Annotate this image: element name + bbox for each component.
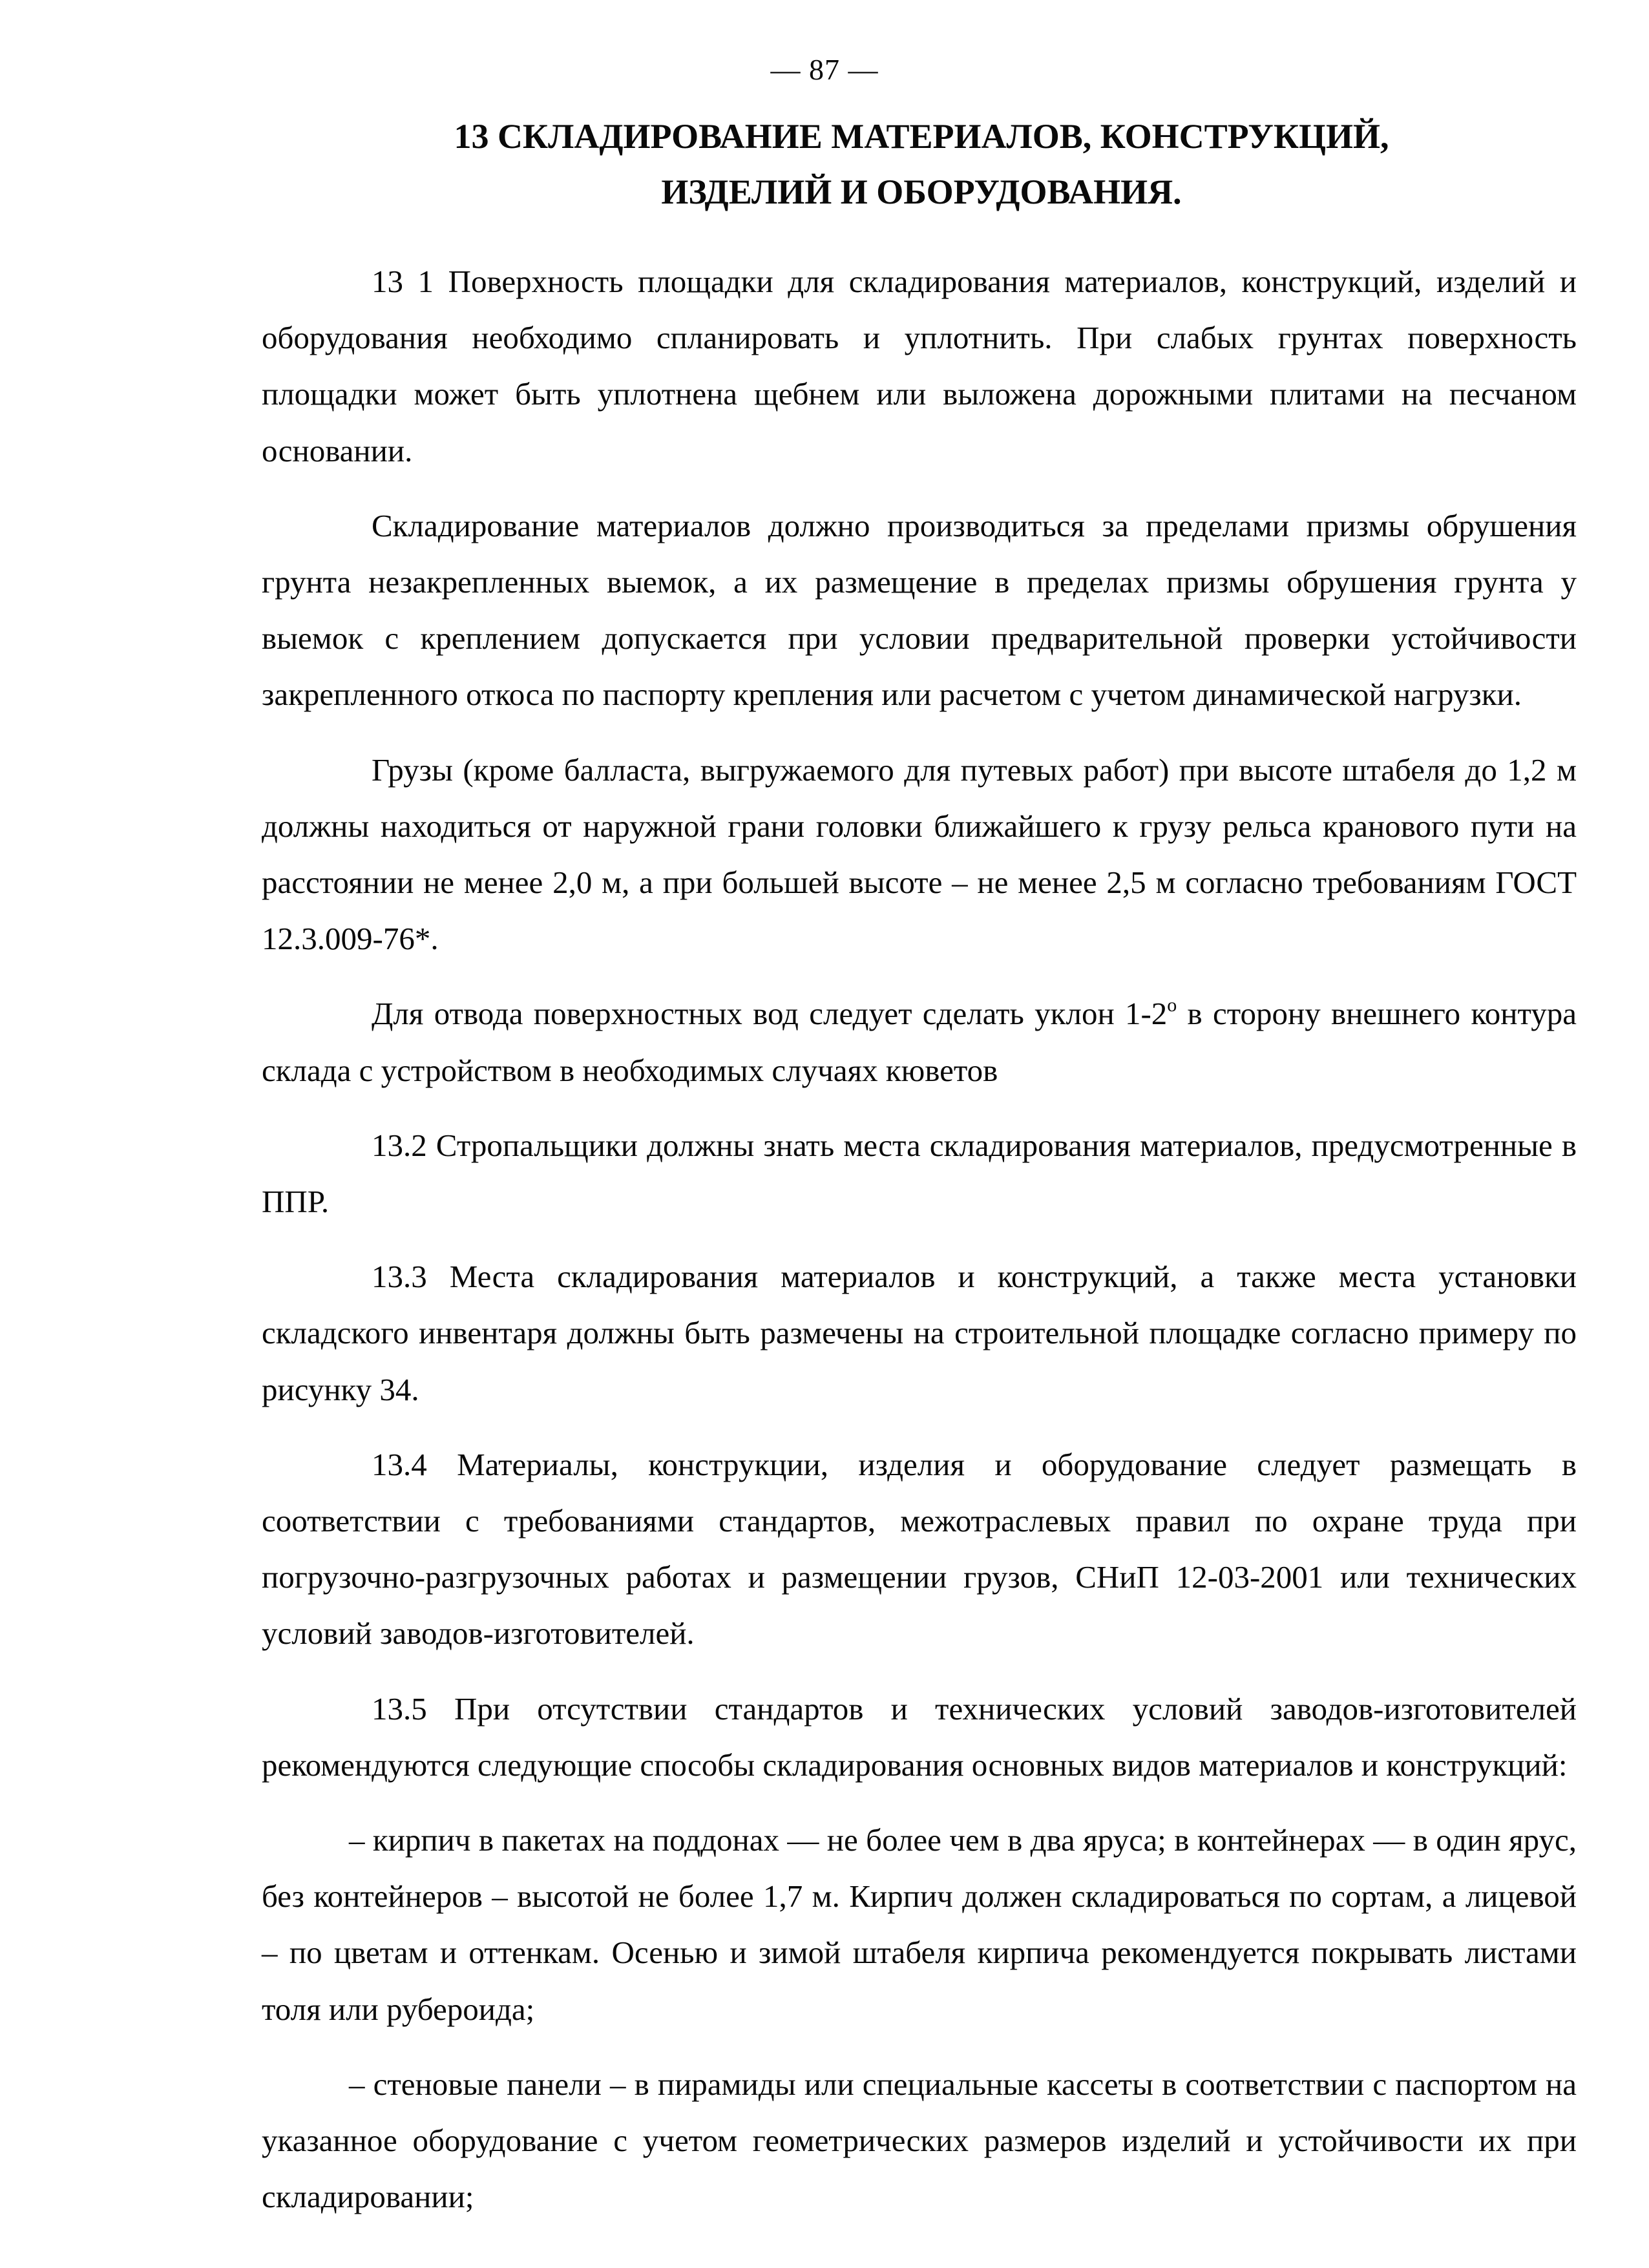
document-body [262,253,1577,2225]
list-item-brick: – кирпич в пакетах на поддонах — не более чем в два яруса; в контейнерах — в один ярус, без контейнеров – высотой не более 1,7 м. Кирпич должен складироваться по сортам, а лицевой – по цветам и оттенкам. Осенью и зимой штабеля кирпича рекомендуется покрывать листами толя или рубероида; [262,1822,1577,2027]
drainage-text-a: Для отвода поверхностных вод следует сделать уклон 1-2 [372,996,1168,1032]
section-title-line-2: ИЗДЕЛИЙ И ОБОРУДОВАНИЯ. [661,173,1182,211]
paragraph-13-3: 13.3 Места складирования материалов и конструкций, а также места установки складского инвентаря должны быть размечены на строительной площадке согласно примеру по рисунку 34. [262,1259,1577,1407]
paragraph-drainage [262,985,1577,1098]
paragraph-13-5: 13.5 При отсутствии стандартов и технических условий заводов-изготовителей рекомендуются следующие способы складирования основных видов материалов и конструкций: [262,1690,1577,1783]
paragraph-13-2: 13.2 Стропальщики должны знать места складирования материалов, предусмотренные в ППР. [262,1127,1577,1220]
paragraph-13-1: 13 1 Поверхность площадки для складирования материалов, конструкций, изделий и оборудования необходимо спланировать и уплотнить. При слабых грунтах поверхность площадки может быть уплотнена щебнем или выложена дорожными плитами на песчаном основании. [262,264,1577,468]
degree-superscript: о [1167,994,1177,1016]
section-title-line-1: 13 СКЛАДИРОВАНИЕ МАТЕРИАЛОВ, КОНСТРУКЦИЙ, [454,117,1389,156]
list-item-wall-panels: – стеновые панели – в пирамиды или специальные кассеты в соответствии с паспортом на указанное оборудование с учетом геометрических размеров изделий и устойчивости их при складировании; [262,2066,1577,2215]
paragraph-13-4: 13.4 Материалы, конструкции, изделия и оборудование следует размещать в соответствии с требованиями стандартов, межотраслевых правил по охране труда при погрузочно-разгрузочных работах и размещении грузов, СНиП 12-03-2001 или технических условий заводов-изготовителей. [262,1446,1577,1652]
paragraph-storage-near-excavation: Складирование материалов должно производиться за пределами призмы обрушения грунта незакрепленных выемок, а их размещение в пределах призмы обрушения грунта у выемок с креплением допускается при условии предварительной проверки устойчивости закрепленного откоса по паспорту крепления или расчетом с учетом динамической нагрузки. [262,507,1577,713]
paragraph-cargo-distance: Грузы (кроме балласта, выгружаемого для путевых работ) при высоте штабеля до 1,2 м должны находиться от наружной грани головки ближайшего к грузу рельса кранового пути на расстоянии не менее 2,0 м, а при большей высоте – не менее 2,5 м согласно требованиям ГОСТ 12.3.009-76*. [262,751,1577,957]
drainage-text-b: в сторону внешнего контура склада с устройством в необходимых случаях кюветов [262,996,1577,1088]
page-number: — 87 — [770,53,879,86]
